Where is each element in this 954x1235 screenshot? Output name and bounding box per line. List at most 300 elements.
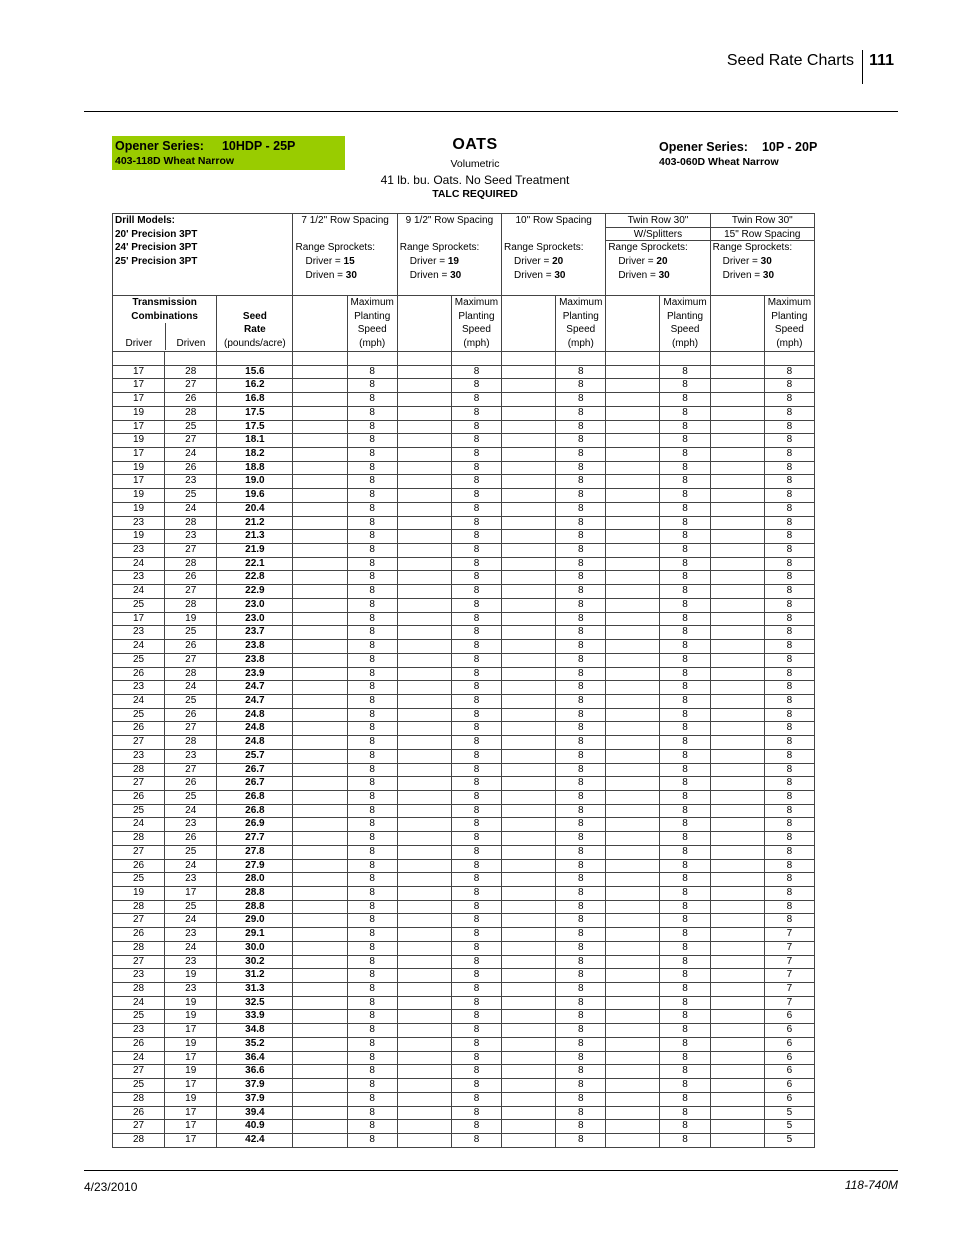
seed-rate-value: 29.1 <box>217 928 293 942</box>
spacer-cell <box>397 845 451 859</box>
driven-value: 26 <box>165 832 217 846</box>
max-speed-value: 8 <box>660 640 710 654</box>
spacer-cell <box>502 598 556 612</box>
seed-rate-value: 21.9 <box>217 544 293 558</box>
max-speed-value: 8 <box>764 516 814 530</box>
spacer-cell <box>606 708 660 722</box>
max-speed-value: 8 <box>764 790 814 804</box>
spacer-cell <box>293 640 347 654</box>
max-speed-value: 8 <box>451 1120 501 1134</box>
max-speed-value: 8 <box>347 859 397 873</box>
max-speed-value: 8 <box>764 694 814 708</box>
max-speed-value: 8 <box>556 571 606 585</box>
driven-sprocket: Driven = 30 <box>409 269 462 281</box>
spacer-cell <box>397 708 451 722</box>
max-speed-label: Maximum <box>559 297 603 308</box>
spacer-cell <box>606 502 660 516</box>
table-row <box>113 1037 815 1051</box>
max-speed-value: 8 <box>347 571 397 585</box>
row-spacing-header <box>606 214 710 296</box>
max-speed-value: 8 <box>764 448 814 462</box>
spacer-cell <box>502 887 556 901</box>
spacer-cell <box>710 736 764 750</box>
table-row <box>113 818 815 832</box>
driver-value: 23 <box>113 626 165 640</box>
spacer-cell <box>293 790 347 804</box>
spacer-cell <box>502 502 556 516</box>
seed-rate-value: 27.8 <box>217 845 293 859</box>
driver-value: 24 <box>113 1051 165 1065</box>
row-spacing-header <box>502 214 606 296</box>
table-row <box>113 557 815 571</box>
spacer-cell <box>397 653 451 667</box>
max-speed-value: 8 <box>660 365 710 379</box>
driven-sprocket: Driven = 30 <box>618 269 670 281</box>
spacer-cell <box>710 502 764 516</box>
spacer-cell <box>710 296 764 352</box>
spacer-cell <box>502 859 556 873</box>
max-speed-value: 8 <box>347 516 397 530</box>
max-speed-value: 8 <box>451 1065 501 1079</box>
max-speed-value: 8 <box>764 461 814 475</box>
seed-rate-value: 17.5 <box>217 406 293 420</box>
spacer-cell <box>293 365 347 379</box>
opener-label: Opener Series: <box>115 139 204 153</box>
seed-rate-value: 28.8 <box>217 900 293 914</box>
max-speed-value: 8 <box>556 694 606 708</box>
spacer-cell <box>606 393 660 407</box>
driver-value: 19 <box>113 406 165 420</box>
driven-value: 25 <box>165 489 217 503</box>
spacer-cell <box>293 557 347 571</box>
max-speed-value: 8 <box>451 448 501 462</box>
driver-value: 26 <box>113 859 165 873</box>
driver-value: 24 <box>113 557 165 571</box>
max-speed-value: 8 <box>347 667 397 681</box>
table-row <box>113 653 815 667</box>
spacer-cell <box>606 1092 660 1106</box>
max-speed-value: 8 <box>347 804 397 818</box>
table-row <box>113 530 815 544</box>
opener-part: 403-060D Wheat Narrow <box>659 156 779 168</box>
spacer-cell <box>397 448 451 462</box>
max-speed-value: 8 <box>556 1010 606 1024</box>
max-speed-value: 8 <box>660 434 710 448</box>
spacer-cell <box>293 859 347 873</box>
driver-value: 28 <box>113 1092 165 1106</box>
table-row <box>113 1133 815 1147</box>
crop-method: Volumetric <box>450 158 500 170</box>
spacer-cell <box>502 640 556 654</box>
max-speed-value: 8 <box>764 640 814 654</box>
spacer-cell <box>293 1010 347 1024</box>
seed-rate-value: 26.8 <box>217 804 293 818</box>
crop-note: TALC REQUIRED <box>432 188 518 200</box>
table-row <box>113 996 815 1010</box>
spacer-cell <box>710 818 764 832</box>
spacer-cell <box>710 1079 764 1093</box>
max-speed-value: 8 <box>556 1079 606 1093</box>
max-speed-header <box>660 296 710 352</box>
spacer-cell <box>397 502 451 516</box>
max-speed-value: 8 <box>451 681 501 695</box>
seed-rate-value: 23.8 <box>217 640 293 654</box>
max-speed-value: 8 <box>556 379 606 393</box>
max-speed-value: 8 <box>764 420 814 434</box>
seed-rate-value: 16.8 <box>217 393 293 407</box>
spacer-cell <box>397 928 451 942</box>
max-speed-value: 8 <box>660 887 710 901</box>
driver-value: 25 <box>113 804 165 818</box>
max-speed-label: (mph) <box>567 338 594 350</box>
max-speed-value: 8 <box>451 887 501 901</box>
max-speed-value: 8 <box>347 393 397 407</box>
seed-rate-value: 34.8 <box>217 1024 293 1038</box>
spacer-cell <box>293 420 347 434</box>
spacer-cell <box>502 626 556 640</box>
seed-rate-value: 18.1 <box>217 434 293 448</box>
max-speed-value: 8 <box>764 777 814 791</box>
max-speed-value: 8 <box>451 763 501 777</box>
spacer-cell <box>710 420 764 434</box>
spacer-cell <box>710 873 764 887</box>
seed-rate-value: 33.9 <box>217 1010 293 1024</box>
spacer-cell <box>293 434 347 448</box>
seed-rate-value: 18.8 <box>217 461 293 475</box>
spacer-cell <box>710 1024 764 1038</box>
spacer-cell <box>397 887 451 901</box>
spacer <box>293 228 396 242</box>
spacer-cell <box>293 1051 347 1065</box>
spacer-cell <box>397 914 451 928</box>
spacer-cell <box>606 406 660 420</box>
spacer-cell <box>293 736 347 750</box>
driven-value: 28 <box>165 736 217 750</box>
max-speed-value: 8 <box>556 708 606 722</box>
max-speed-value: 8 <box>660 983 710 997</box>
max-speed-value: 8 <box>764 557 814 571</box>
spacer-cell <box>293 969 347 983</box>
spacer-cell <box>606 544 660 558</box>
driven-value: 27 <box>165 544 217 558</box>
max-speed-value: 8 <box>556 1051 606 1065</box>
spacer-cell <box>710 928 764 942</box>
driven-value: 28 <box>165 598 217 612</box>
spacer-cell <box>606 571 660 585</box>
spacer-cell <box>397 461 451 475</box>
max-speed-label: Speed <box>566 324 596 336</box>
spacer-cell <box>397 296 451 352</box>
spacer-cell <box>606 1079 660 1093</box>
spacer-cell <box>502 296 556 352</box>
max-speed-value: 6 <box>764 1010 814 1024</box>
spacer-cell <box>606 681 660 695</box>
spacer-cell <box>502 804 556 818</box>
spacer-cell <box>397 1079 451 1093</box>
seed-rate-value: 23.8 <box>217 653 293 667</box>
seed-rate-value: 23.9 <box>217 667 293 681</box>
driver-value: 24 <box>113 818 165 832</box>
max-speed-value: 8 <box>451 900 501 914</box>
table-row <box>113 845 815 859</box>
table-row <box>113 859 815 873</box>
max-speed-value: 8 <box>451 777 501 791</box>
spacer-cell <box>502 1106 556 1120</box>
driven-value: 23 <box>165 873 217 887</box>
seed-rate-value: 28.8 <box>217 887 293 901</box>
range-sprockets-label: Range Sprockets: <box>295 242 375 254</box>
page-header <box>727 50 894 84</box>
seed-rate-value: 24.7 <box>217 681 293 695</box>
max-speed-label: (mph) <box>776 338 803 350</box>
table-row <box>113 393 815 407</box>
seed-rate-value: 27.7 <box>217 832 293 846</box>
spacer-cell <box>293 722 347 736</box>
spacer-cell <box>293 1120 347 1134</box>
max-speed-value: 8 <box>347 941 397 955</box>
max-speed-value: 8 <box>660 722 710 736</box>
spacer-cell <box>293 763 347 777</box>
max-speed-value: 8 <box>451 832 501 846</box>
max-speed-label: Planting <box>354 310 391 322</box>
table-row <box>113 1106 815 1120</box>
seed-rate-value: 22.9 <box>217 585 293 599</box>
max-speed-value: 8 <box>451 516 501 530</box>
driven-value: 19 <box>165 1065 217 1079</box>
max-speed-value: 8 <box>451 1106 501 1120</box>
max-speed-value: 8 <box>764 900 814 914</box>
max-speed-value: 5 <box>764 1106 814 1120</box>
max-speed-value: 8 <box>660 393 710 407</box>
driver-value: 28 <box>113 941 165 955</box>
max-speed-value: 8 <box>451 722 501 736</box>
footer-rule <box>84 1170 898 1171</box>
driven-value: 24 <box>165 804 217 818</box>
spacer-cell <box>397 640 451 654</box>
spacer-cell <box>293 612 347 626</box>
max-speed-value: 8 <box>347 790 397 804</box>
spacer-cell <box>606 585 660 599</box>
driven-value: 19 <box>165 969 217 983</box>
spacer-cell <box>397 1092 451 1106</box>
spacer-cell <box>606 845 660 859</box>
spacer-cell <box>502 983 556 997</box>
max-speed-label: Speed <box>774 324 804 336</box>
max-speed-label: Maximum <box>350 297 394 308</box>
max-speed-value: 8 <box>451 489 501 503</box>
spacer-cell <box>293 448 347 462</box>
max-speed-label: Planting <box>562 310 599 322</box>
spacer-cell <box>502 448 556 462</box>
max-speed-value: 8 <box>347 873 397 887</box>
max-speed-value: 8 <box>660 681 710 695</box>
max-speed-value: 8 <box>556 777 606 791</box>
max-speed-value: 8 <box>451 434 501 448</box>
spacer-cell <box>710 612 764 626</box>
driver-value: 26 <box>113 790 165 804</box>
driven-value: 26 <box>165 393 217 407</box>
driver-value: 19 <box>113 489 165 503</box>
spacer-cell <box>606 887 660 901</box>
max-speed-value: 8 <box>660 475 710 489</box>
driven-value: 24 <box>165 502 217 516</box>
driver-value: 17 <box>113 379 165 393</box>
spacer-cell <box>293 708 347 722</box>
spacer-cell <box>710 365 764 379</box>
spacer-cell <box>397 1051 451 1065</box>
driver-value: 25 <box>113 1079 165 1093</box>
max-speed-value: 8 <box>660 749 710 763</box>
driven-value: 17 <box>165 1024 217 1038</box>
max-speed-value: 8 <box>347 928 397 942</box>
spacer-cell <box>502 365 556 379</box>
spacer-cell <box>293 653 347 667</box>
table-row <box>113 434 815 448</box>
seed-rate-header <box>217 296 293 352</box>
spacer-cell <box>397 900 451 914</box>
max-speed-value: 8 <box>451 365 501 379</box>
seed-rate-value: 19.0 <box>217 475 293 489</box>
driven-value: 19 <box>165 1010 217 1024</box>
spacer-cell <box>293 928 347 942</box>
max-speed-value: 8 <box>556 914 606 928</box>
seed-rate-value: 23.0 <box>217 598 293 612</box>
max-speed-value: 8 <box>556 845 606 859</box>
crop-name: OATS <box>452 136 498 153</box>
spacer-cell <box>606 694 660 708</box>
max-speed-value: 8 <box>347 626 397 640</box>
spacer-cell <box>710 1065 764 1079</box>
max-speed-value: 8 <box>451 983 501 997</box>
max-speed-value: 8 <box>556 859 606 873</box>
row-spacing-label: 10" Row Spacing <box>515 215 592 226</box>
max-speed-value: 8 <box>451 736 501 750</box>
spacer-cell <box>397 1024 451 1038</box>
max-speed-value: 8 <box>347 955 397 969</box>
spacer-cell <box>710 777 764 791</box>
spacer-cell <box>606 1133 660 1147</box>
max-speed-value: 8 <box>451 420 501 434</box>
spacer-cell <box>606 804 660 818</box>
max-speed-value: 8 <box>451 1079 501 1093</box>
driven-value: 25 <box>165 694 217 708</box>
max-speed-label: (mph) <box>671 338 699 350</box>
spacer-cell <box>397 1065 451 1079</box>
spacer-cell <box>710 1010 764 1024</box>
spacer-cell <box>502 1079 556 1093</box>
max-speed-value: 8 <box>660 406 710 420</box>
spacer-cell <box>397 722 451 736</box>
max-speed-value: 8 <box>660 928 710 942</box>
spacer-cell <box>710 804 764 818</box>
max-speed-value: 8 <box>451 818 501 832</box>
spacer-cell <box>293 1024 347 1038</box>
spacer-cell <box>397 626 451 640</box>
max-speed-value: 8 <box>556 1024 606 1038</box>
spacer-cell <box>710 585 764 599</box>
seed-rate-value: 26.7 <box>217 777 293 791</box>
max-speed-value: 8 <box>764 502 814 516</box>
table-row <box>113 626 815 640</box>
spacer-cell <box>606 1120 660 1134</box>
max-speed-value: 8 <box>660 969 710 983</box>
driver-value: 23 <box>113 571 165 585</box>
spacer-cell <box>710 667 764 681</box>
max-speed-value: 8 <box>660 557 710 571</box>
driven-value: 27 <box>165 763 217 777</box>
max-speed-value: 8 <box>660 1037 710 1051</box>
row-spacing-sublabel: W/Splitters <box>606 228 709 242</box>
max-speed-value: 8 <box>764 598 814 612</box>
driver-value: 26 <box>113 1106 165 1120</box>
spacer-cell <box>397 530 451 544</box>
max-speed-value: 8 <box>556 1092 606 1106</box>
spacer-cell <box>293 955 347 969</box>
max-speed-label: Speed <box>462 324 491 336</box>
spacer-cell <box>502 667 556 681</box>
max-speed-value: 8 <box>660 1051 710 1065</box>
max-speed-value: 8 <box>347 406 397 420</box>
spacer-cell <box>710 489 764 503</box>
seed-rate-value: 23.7 <box>217 626 293 640</box>
spacer-cell <box>606 379 660 393</box>
opener-label: Opener Series: <box>659 140 748 154</box>
table-row <box>113 914 815 928</box>
max-speed-value: 8 <box>764 626 814 640</box>
spacer-cell <box>710 1106 764 1120</box>
spacer-cell <box>397 873 451 887</box>
footer-date: 4/23/2010 <box>84 1180 138 1194</box>
section-title: Seed Rate Charts <box>726 52 855 69</box>
spacer-cell <box>710 475 764 489</box>
max-speed-value: 8 <box>556 804 606 818</box>
drill-models-title: Drill Models: <box>115 215 176 226</box>
driven-value: 19 <box>165 1092 217 1106</box>
driver-value: 19 <box>113 502 165 516</box>
driven-value: 23 <box>165 530 217 544</box>
seed-rate-value: 26.8 <box>217 790 293 804</box>
spacer-cell <box>293 694 347 708</box>
seed-rate-value: 22.1 <box>217 557 293 571</box>
driver-value: 24 <box>113 640 165 654</box>
max-speed-value: 8 <box>660 1010 710 1024</box>
max-speed-value: 8 <box>451 612 501 626</box>
spacer-cell <box>293 832 347 846</box>
driver-sprocket: Driver = 30 <box>722 256 772 268</box>
opener-series: 10P - 20P <box>761 140 818 154</box>
seed-rate-value: 21.3 <box>217 530 293 544</box>
max-speed-value: 6 <box>764 1079 814 1093</box>
max-speed-value: 6 <box>764 1051 814 1065</box>
spacer-cell <box>293 406 347 420</box>
spacer-cell <box>606 626 660 640</box>
spacer-cell <box>293 530 347 544</box>
max-speed-value: 5 <box>764 1120 814 1134</box>
max-speed-value: 7 <box>764 928 814 942</box>
spacer-cell <box>293 1037 347 1051</box>
spacer-cell <box>293 845 347 859</box>
spacer-cell <box>397 365 451 379</box>
max-speed-value: 8 <box>556 941 606 955</box>
max-speed-value: 8 <box>660 585 710 599</box>
spacer-cell <box>606 790 660 804</box>
max-speed-label: Planting <box>458 310 495 322</box>
spacer-cell <box>606 448 660 462</box>
max-speed-value: 8 <box>660 804 710 818</box>
spacer-cell <box>293 873 347 887</box>
spacer-cell <box>502 708 556 722</box>
max-speed-value: 8 <box>347 461 397 475</box>
